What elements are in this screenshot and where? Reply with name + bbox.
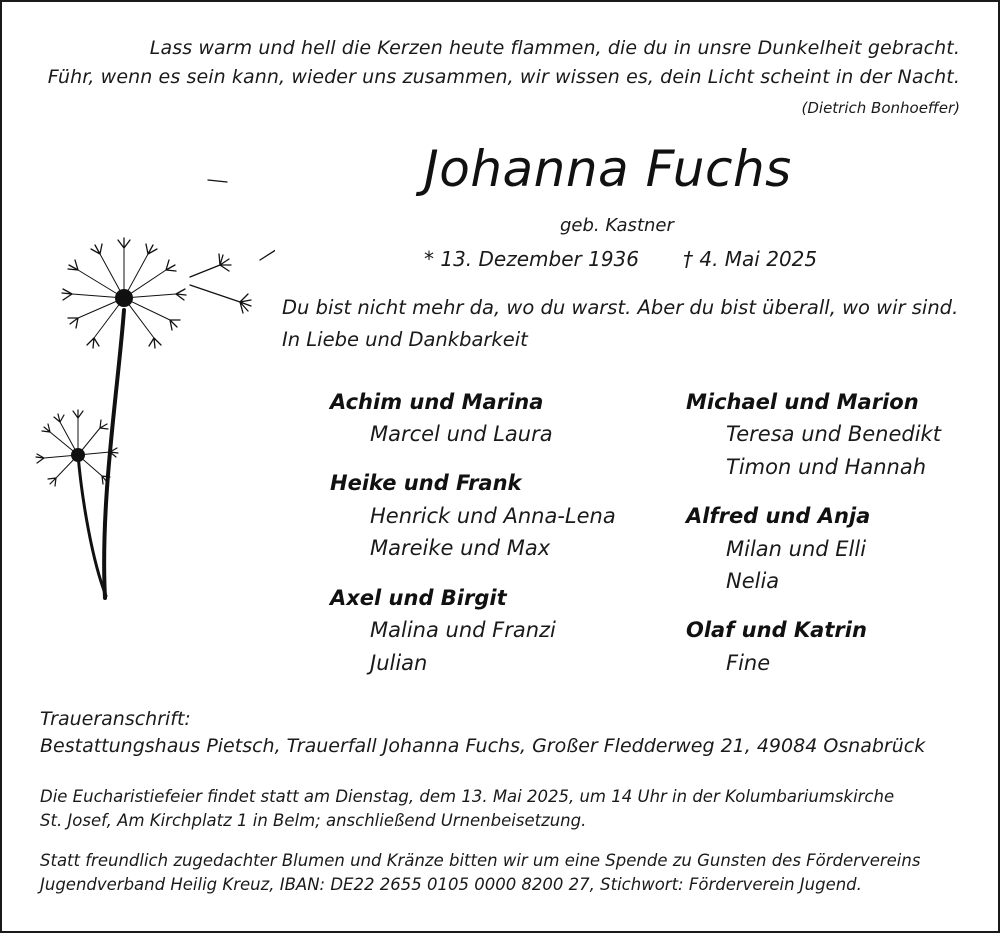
service-line-2: St. Josef, Am Kirchplatz 1 in Belm; anschließend Urnenbeisetzung.: [40, 811, 587, 830]
donation-line-1: Statt freundlich zugedachter Blumen und Kränze bitten wir um eine Spende zu Gunsten des Fördervereins: [40, 851, 921, 870]
family-name: Michael und Marion: [686, 390, 919, 414]
service-line-1: Die Eucharistiefeier findet statt am Dienstag, dem 13. Mai 2025, um 14 Uhr in der Kolumbariumskirche: [40, 787, 895, 806]
family-name: Olaf und Katrin: [686, 618, 867, 642]
birth-name: geb. Kastner: [560, 215, 674, 236]
poem-line-1: Lass warm und hell die Kerzen heute flammen, die du in unsre Dunkelheit gebracht.: [149, 37, 960, 59]
birth-date: * 13. Dezember 1936: [424, 247, 639, 271]
poem-author: (Dietrich Bonhoeffer): [801, 99, 960, 117]
family-name: Achim und Marina: [330, 390, 544, 414]
family-name: Heike und Frank: [330, 471, 522, 495]
address-text: Bestattungshaus Pietsch, Trauerfall Johanna Fuchs, Großer Fledderweg 21, 49084 Osnabrück: [40, 735, 926, 757]
family-name: Alfred und Anja: [686, 504, 871, 528]
address-label: Traueranschrift:: [40, 708, 191, 730]
poem-line-2: Führ, wenn es sein kann, wieder uns zusammen, wir wissen es, dein Licht scheint in der Nacht.: [47, 66, 960, 88]
family-children: Henrick und Anna-Lena: [370, 504, 616, 528]
family-children: Teresa und Benedikt: [726, 422, 941, 446]
family-children: Marcel und Laura: [370, 422, 553, 446]
family-children: Fine: [726, 651, 771, 675]
death-date: † 4. Mai 2025: [683, 247, 818, 271]
donation-line-2: Jugendverband Heilig Kreuz, IBAN: DE22 2655 0105 0000 8200 27, Stichwort: Förderverein Jugend.: [40, 875, 862, 894]
family-children: Mareike und Max: [370, 536, 551, 560]
quote-line-1: Du bist nicht mehr da, wo du warst. Aber du bist überall, wo wir sind.: [282, 296, 959, 319]
dandelion-icon: [30, 170, 275, 610]
family-children: Malina und Franzi: [370, 618, 556, 642]
family-children: Timon und Hannah: [726, 455, 927, 479]
family-children: Milan und Elli: [726, 537, 867, 561]
family-children: Julian: [370, 651, 428, 675]
deceased-name: Johanna Fuchs: [424, 140, 792, 198]
family-name: Axel und Birgit: [330, 586, 507, 610]
quote-line-2: In Liebe und Dankbarkeit: [282, 328, 528, 351]
family-children: Nelia: [726, 569, 780, 593]
